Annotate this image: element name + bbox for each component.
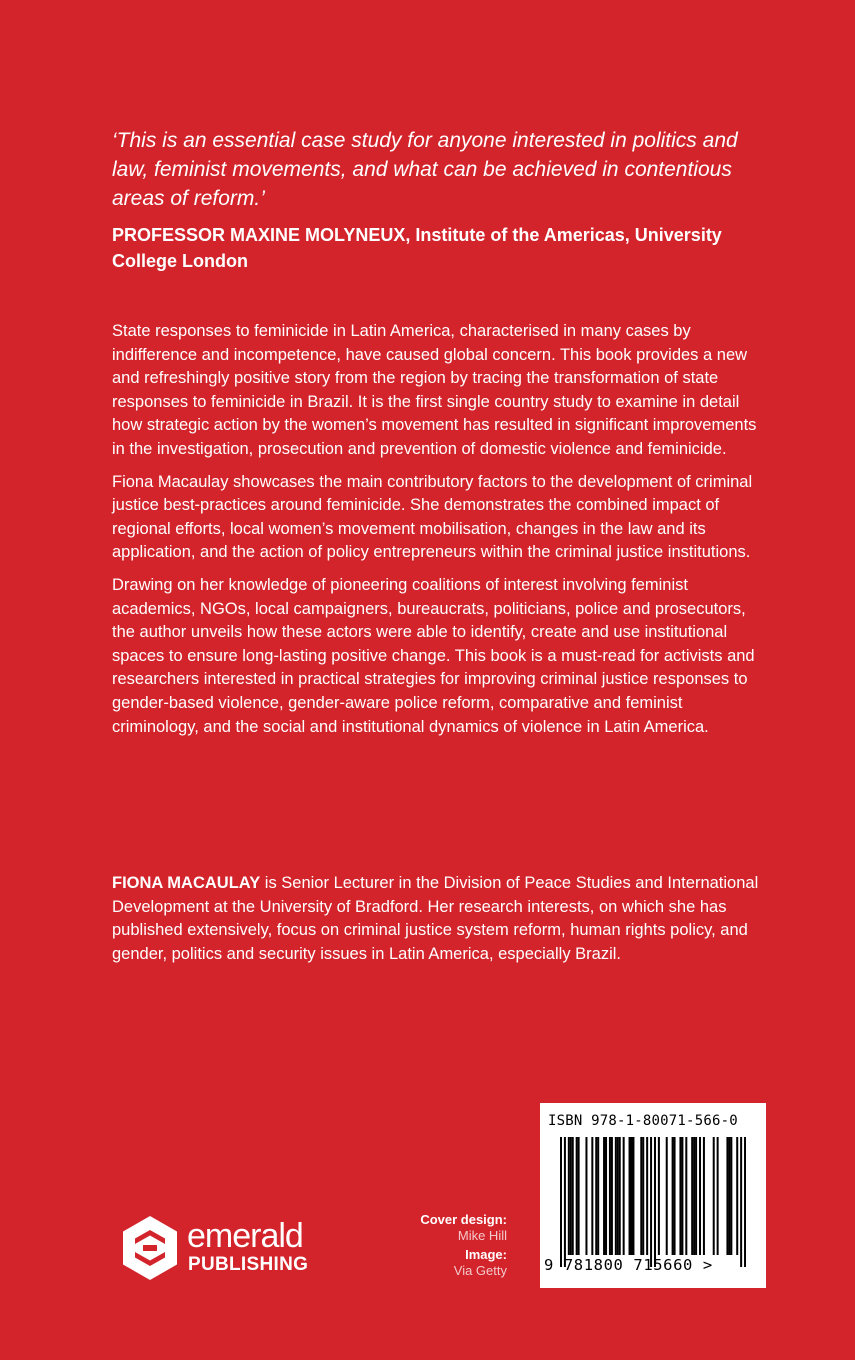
barcode-bar (629, 1137, 631, 1255)
author-bio-text: is Senior Lecturer in the Division of Peace Studies and International Development at the University of Bradford. Her research interests, on which she has published extensively, focus on criminal justice system reform, human rights policy, and gender, politics and security issues in Latin America, especially Brazil. (112, 874, 759, 963)
barcode-bar (685, 1137, 687, 1255)
barcode-digits: 9 781800 715660 > (544, 1256, 713, 1274)
barcode-bar (654, 1137, 656, 1267)
endorsement-attribution (112, 222, 752, 274)
barcode-bar (578, 1137, 580, 1255)
book-description (112, 320, 767, 748)
cover-credits (360, 1212, 507, 1279)
attribution-affiliation: Institute of the Americas, University College London (112, 225, 722, 271)
barcode-bar (640, 1137, 642, 1255)
barcode-bar (679, 1137, 681, 1255)
barcode-bar (730, 1137, 732, 1255)
publisher-name-line1: emerald (187, 1217, 303, 1255)
barcode-bar (570, 1137, 572, 1255)
cover-design-value: Mike Hill (457, 1228, 507, 1243)
barcode-bar (693, 1137, 695, 1255)
attribution-name: PROFESSOR MAXINE MOLYNEUX, (112, 225, 411, 245)
barcode-bar (674, 1137, 676, 1255)
barcode-bar (736, 1137, 738, 1255)
barcode-bar (703, 1137, 705, 1255)
barcode-bar (611, 1137, 613, 1255)
barcode-bar (619, 1137, 621, 1255)
barcode-bar (699, 1137, 701, 1255)
barcode-bar (740, 1137, 742, 1267)
barcode-bar (666, 1137, 668, 1255)
barcode-bar (672, 1137, 674, 1255)
barcode-bar (605, 1137, 607, 1255)
barcode-bar (642, 1137, 644, 1255)
barcode-bar (564, 1137, 566, 1267)
barcode-bar (681, 1137, 683, 1255)
author-bio (112, 872, 767, 966)
barcode-bar (617, 1137, 619, 1255)
publisher-logo (120, 1214, 350, 1284)
barcode-bar (595, 1137, 597, 1255)
barcode-bar (623, 1137, 625, 1255)
image-credit-value: Via Getty (453, 1263, 507, 1278)
barcode-bar (609, 1137, 611, 1255)
barcode-bar (744, 1137, 746, 1267)
isbn-barcode (540, 1103, 766, 1288)
barcode-bar (695, 1137, 697, 1255)
isbn-label: ISBN 978-1-80071-566-0 (548, 1113, 738, 1129)
barcode-bar (726, 1137, 728, 1255)
description-paragraph-1: State responses to feminicide in Latin America, characterised in many cases by indifference and incompetence, have caused global concern. This book provides a new and refreshingly positive story from the region by tracing the transformation of state responses to feminicide in Brazil. It is the first single country study to examine in detail how strategic action by the women’s movement has resulted in significant improvements in the investigation, prosecution and prevention of domestic violence and feminicide. (112, 322, 757, 458)
barcode-bar (560, 1137, 562, 1267)
barcode-bar (630, 1137, 632, 1255)
barcode-bar (646, 1137, 648, 1255)
barcode-bar (576, 1137, 578, 1255)
barcode-bar (632, 1137, 634, 1255)
barcode-bar (572, 1137, 574, 1255)
barcode-bar (568, 1137, 570, 1255)
barcode-bar (650, 1137, 652, 1267)
endorsement-quote: ‘This is an essential case study for anyone interested in politics and law, feminist movements, and what can be achieved in contentious areas of reform.’ (112, 129, 738, 210)
barcode-bar (603, 1137, 605, 1255)
description-paragraph-2: Fiona Macaulay showcases the main contributory factors to the development of criminal justice best-practices around feminicide. She demonstrates the combined impact of regional efforts, local women’s movement mobilisation, changes in the law and its application, and the action of policy entrepreneurs within the criminal justice institutions. (112, 472, 753, 562)
cover-design-label: Cover design: (420, 1212, 507, 1227)
publisher-name-line2: PUBLISHING (188, 1254, 309, 1275)
author-name: FIONA MACAULAY (112, 874, 261, 892)
barcode-bar (691, 1137, 693, 1255)
barcode-bar (591, 1137, 593, 1255)
image-credit-label: Image: (465, 1247, 507, 1262)
barcode-bar (658, 1137, 660, 1255)
barcode-bars (560, 1137, 746, 1267)
barcode-bar (717, 1137, 719, 1255)
barcode-bar (728, 1137, 730, 1255)
barcode-bar (615, 1137, 617, 1255)
barcode-bar (597, 1137, 599, 1255)
barcode-bar (585, 1137, 587, 1255)
barcode-bar (713, 1137, 715, 1255)
description-paragraph-3: Drawing on her knowledge of pioneering coalitions of interest involving feminist academics, NGOs, local campaigners, bureaucrats, politicians, police and prosecutors, the author unveils how these actors were able to identify, create and use institutional spaces to ensure long-lasting positive change. This book is a must-read for activists and researchers interested in practical strategies for improving criminal justice responses to gender-based violence, gender-aware police reform, comparative and feminist criminology, and the social and institutional dynamics of violence in Latin America. (112, 575, 755, 736)
emerald-hexagon-logo-icon (120, 1214, 180, 1282)
